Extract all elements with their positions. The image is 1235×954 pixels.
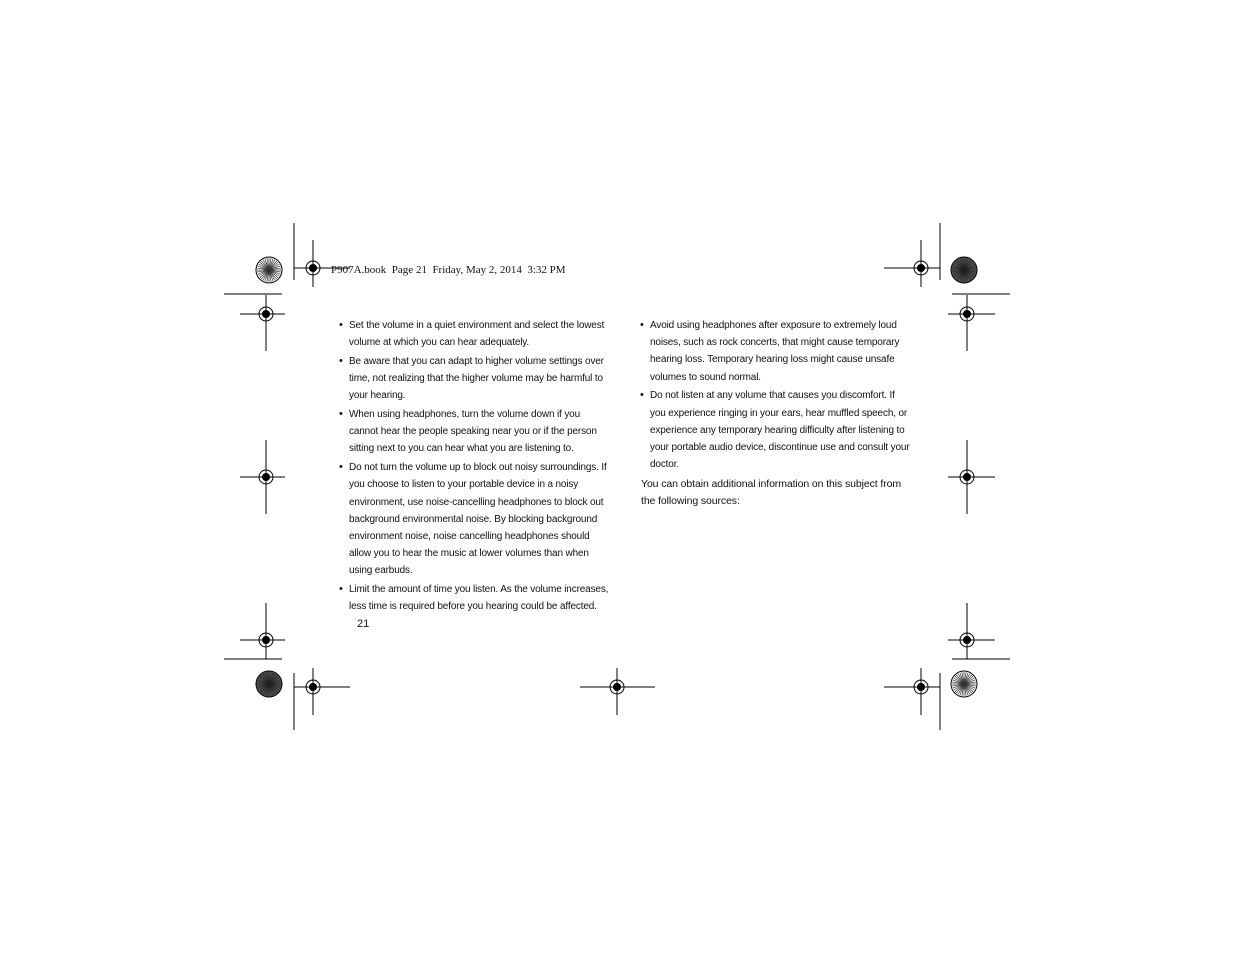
bullet-item: • Avoid using headphones after exposure to extremely loud noises, such as rock concerts, that might cause temporary hearing loss. Temporary hearing loss might cause unsafe volumes to sound normal.	[641, 317, 911, 386]
bullet-item: • Do not turn the volume up to block out noisy surroundings. If you choose to listen to your portable device in a noisy environment, use noise-cancelling headphones to block out background environmental noise. By blocking background environment noise, noise cancelling headphones should allow you to hear the music at lower volumes than when using earbuds.	[340, 459, 610, 579]
bullet-item: • Set the volume in a quiet environment and select the lowest volume at which you can hear adequately.	[340, 317, 610, 351]
page-header: P907A.book Page 21 Friday, May 2, 2014 3:32 PM	[331, 264, 566, 276]
right-column	[641, 317, 911, 509]
bullet-item: • Limit the amount of time you listen. As the volume increases, less time is required before you hearing could be affected.	[340, 581, 610, 615]
left-column	[340, 317, 610, 617]
bullet-item: • Do not listen at any volume that causes you discomfort. If you experience ringing in your ears, hear muffled speech, or experience any temporary hearing difficulty after listening to your portable audio device, discontinue use and consult your doctor.	[641, 387, 911, 473]
bullet-item: • Be aware that you can adapt to higher volume settings over time, not realizing that the higher volume may be harmful to your hearing.	[340, 353, 610, 405]
bullet-item: • When using headphones, turn the volume down if you cannot hear the people speaking near you or if the person sitting next to you can hear what you are listening to.	[340, 406, 610, 458]
page-number: 21	[357, 618, 370, 630]
sources-paragraph: You can obtain additional information on this subject from the following sources:	[641, 478, 901, 507]
